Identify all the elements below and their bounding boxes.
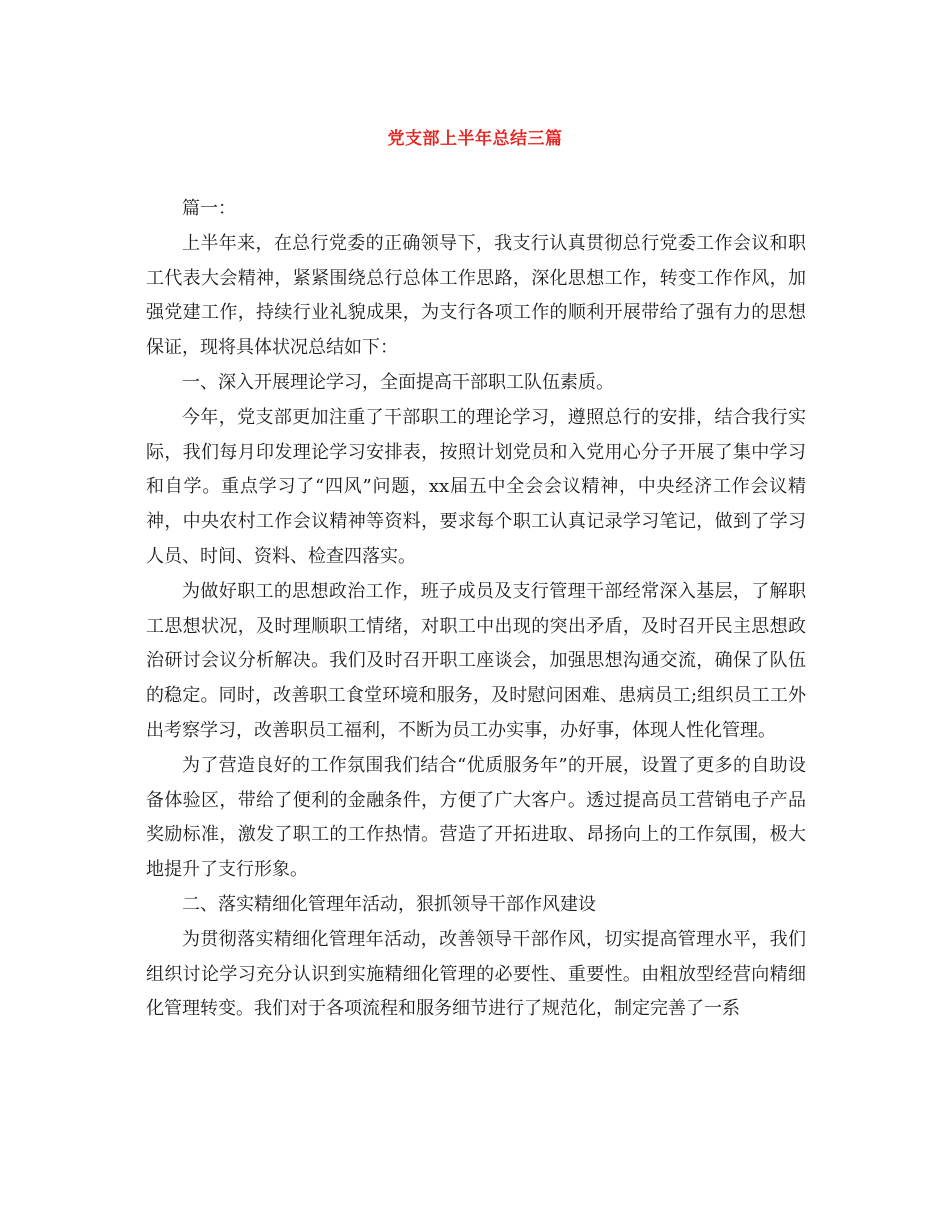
paragraph-intro: 上半年来，在总行党委的正确领导下，我支行认真贯彻总行党委工作会议和职工代表大会精神，紧紧围绕总行总体工作思路，深化思想工作，转变工作作风，加强党建工作，持续行业礼貌成果，为支行各项工作的顺利开展带给了强有力的思想保证，现将具体状况总结如下： xyxy=(146,232,806,359)
paragraph-ideological-work: 为做好职工的思想政治工作，班子成员及支行管理干部经常深入基层，了解职工思想状况，及时理顺职工情绪，对职工中出现的突出矛盾，及时召开民主思想政治研讨会议分析解决。我们及时召开职工座谈会，加强思想沟通交流，确保了队伍的稳定。同时，改善职工食堂环境和服务，及时慰问困难、患病员工;组织员工工外出考察学习，改善职员工福利，不断为员工办实事，办好事，体现人性化管理。 xyxy=(146,580,806,741)
section-heading-1: 一、深入开展理论学习，全面提高干部职工队伍素质。 xyxy=(182,371,614,393)
paragraph-refined-management: 为贯彻落实精细化管理年活动，改善领导干部作风，切实提高管理水平，我们组织讨论学习充分认识到实施精细化管理的必要性、重要性。由粗放型经营向精细化管理转变。我们对于各项流程和服务细节进行了规范化，制定完善了一系 xyxy=(146,928,806,1020)
document-body xyxy=(146,192,806,1027)
section-heading-pian-yi: 篇一： xyxy=(182,198,236,219)
paragraph-work-atmosphere: 为了营造良好的工作氛围我们结合“优质服务年”的开展，设置了更多的自助设备体验区，带给了便利的金融条件，方便了广大客户。透过提高员工营销电子产品奖励标准，激发了职工的工作热情。营造了开拓进取、昂扬向上的工作氛围，极大地提升了支行形象。 xyxy=(146,754,806,881)
paragraph-theory-study: 今年，党支部更加注重了干部职工的理论学习，遵照总行的安排，结合我行实际，我们每月印发理论学习安排表，按照计划党员和入党用心分子开展了集中学习和自学。重点学习了“四风”问题，xx届五中全会会议精神，中央经济工作会议精神，中央农村工作会议精神等资料，要求每个职工认真记录学习笔记，做到了学习人员、时间、资料、检查四落实。 xyxy=(146,406,806,567)
document-title: 党支部上半年总结三篇 xyxy=(387,129,563,149)
section-heading-2: 二、落实精细化管理年活动，狠抓领导干部作风建设 xyxy=(182,893,596,915)
